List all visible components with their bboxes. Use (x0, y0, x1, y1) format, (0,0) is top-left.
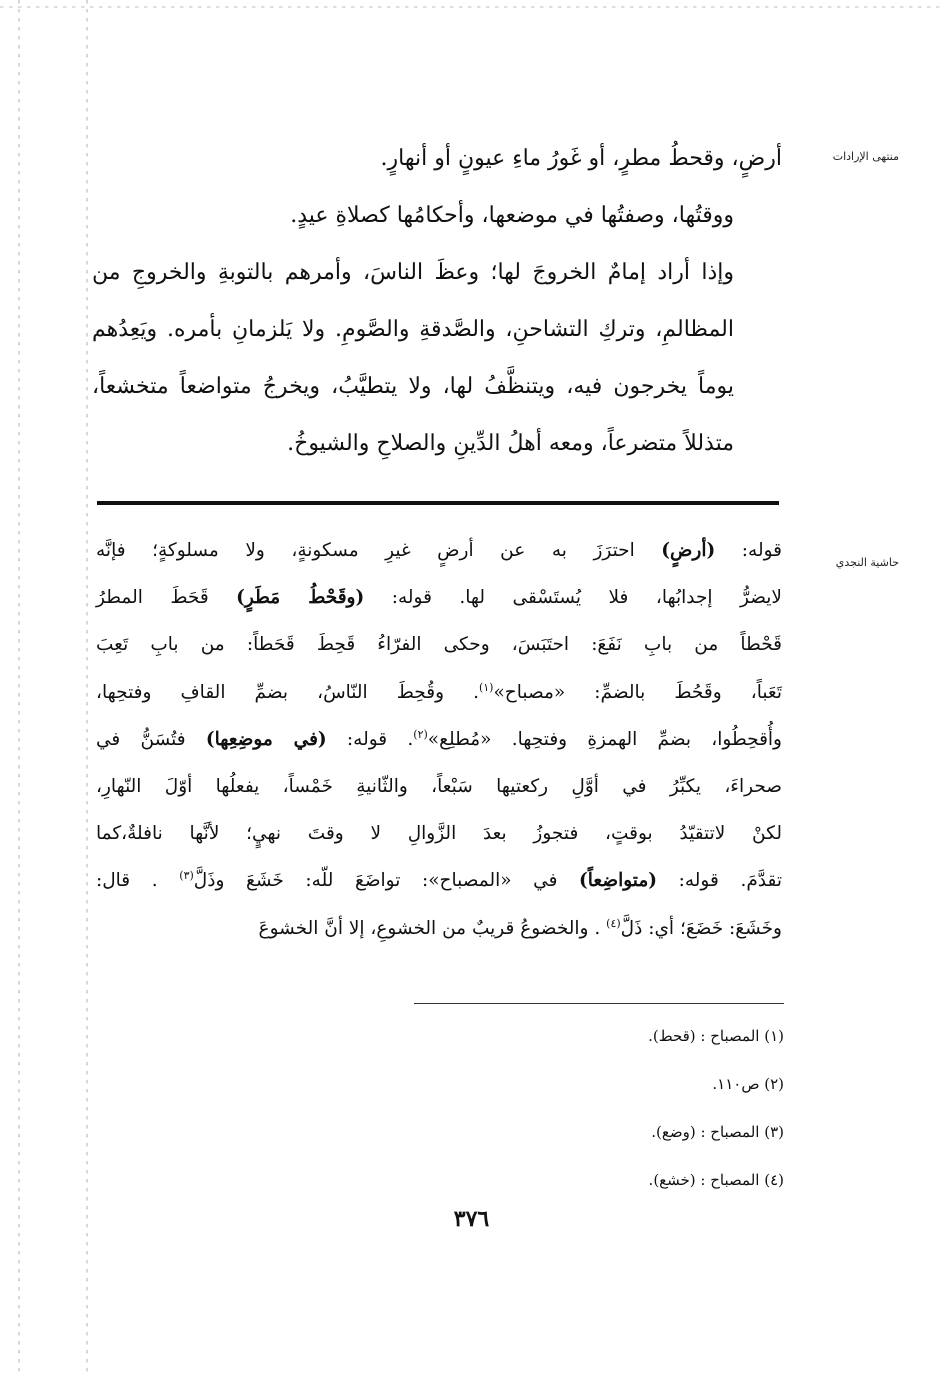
side-label-commentary: حاشية النجدي (835, 556, 899, 569)
commentary-line: قَحْطاً من بابِ نَفَعَ: احتَبَسَ، وحكى الفرّاءُ قَحِطَ قَحَطاً: من بابِ تَعِبَ (96, 634, 782, 656)
commentary-keyword: (وقَحْطُ مَطَرٍ) (236, 587, 365, 609)
footnotes (414, 1012, 784, 1204)
commentary-line: وخَشَعَ: خَضَعَ؛ أي: ذَلَّ$^{(٤)}$ . والخضوعُ قريبٌ من الخشوعِ، إلا أنَّ الخشوعَ (258, 916, 782, 939)
footnote-divider (414, 1003, 784, 1004)
footnote-ref: (٣) (179, 869, 194, 883)
commentary-line: تَعَباً، وقَحُطَ بالضمِّ: «مصباح»$^{(١)}$. وقُحِطَ النّاسُ، بضمِّ القافِ وفتحِها، (96, 680, 782, 703)
commentary-line: وأُقحِطُوا، بضمِّ الهمزةِ وفتحِها. «مُطلِع»$^{(٢)}$. قوله: (في موضِعِها) فتُسَنُّ في (96, 727, 782, 750)
side-label-main: منتهى الإرادات (832, 150, 899, 163)
footnote-item: (٣) المصباح : (وضع). (651, 1123, 784, 1141)
main-paragraph-2: ووقتُها، وصفتُها في موضعها، وأحكامُها كصلاةِ عيدٍ. (290, 203, 734, 228)
commentary-keyword: (في موضِعِها) (205, 728, 327, 750)
commentary-line: قوله: (أرضٍ) احترَزَ به عن أرضٍ غيرِ مسكونةٍ، ولا مسلوكةٍ؛ فإنَّه (96, 540, 782, 561)
main-text (92, 130, 782, 472)
footnote-item: (٢) ص١١٠. (712, 1075, 784, 1093)
footnote-item: (٤) المصباح : (خشع). (648, 1171, 784, 1189)
scan-guide-top (0, 6, 943, 8)
section-divider (97, 501, 779, 505)
footnote-ref: (٢) (413, 727, 428, 741)
main-paragraph-1: أرضٍ، وقحطُ مطرٍ، أو غَورُ ماءِ عيونٍ أو أنهارٍ. (380, 146, 782, 171)
main-paragraph-3: وإذا أراد إمامٌ الخروجَ لها؛ وعظَ الناسَ، وأمرهم بالتوبةِ والخروجِ من المظالمِ، وتركِ التشاحنِ، والصَّدقةِ والصَّومِ. ولا يَلزمانِ بأمره. ويَعِدُهم يوماً يخرجون فيه، ويتنظَّفُ لها، ولا يتطيَّبُ، ويخرجُ متواضعاً متخشعاً، متذللاً متضرعاً، ومعه أهلُ الدِّينِ والصلاحِ والشيوخُ. (92, 260, 734, 456)
commentary-line: تقدَّمَ. قوله: (متواضِعاً) في «المصباح»: تواضَعَ للّه: خَشَعَ وذَلَّ$^{(٣)}$ . قال: (96, 869, 782, 892)
footnote-ref: (٤) (606, 916, 621, 930)
commentary-keyword: (متواضِعاً) (579, 870, 658, 892)
page-number: ٣٧٦ (453, 1206, 490, 1232)
commentary-keyword: (أرضٍ) (661, 540, 716, 561)
scan-guide-left (18, 0, 20, 1374)
footnote-item: (١) المصباح : (قحط). (648, 1027, 784, 1045)
footnote-ref: (١) (478, 680, 494, 694)
commentary-line: لايضرُّ إجدابُها، فلا يُستَسْقى لها. قوله: (وقَحْطُ مَطَرٍ) قَحَطَ المطرُ (96, 587, 782, 609)
scan-guide-left-inner (86, 0, 88, 1374)
commentary (96, 527, 782, 952)
commentary-line: صحراءَ، يكبِّرُ في أوَّلِ ركعتيها سَبْعاً، والثّانيةِ خَمْساً، يفعلُها أوّلَ النّهارِ، (96, 776, 782, 798)
commentary-line: لكنْ لاتتقيّدُ بوقتٍ، فتجوزُ بعدَ الزَّوالِ لا وقتَ نهيٍ؛ لأنَّها نافلةٌ،كما (96, 823, 782, 845)
